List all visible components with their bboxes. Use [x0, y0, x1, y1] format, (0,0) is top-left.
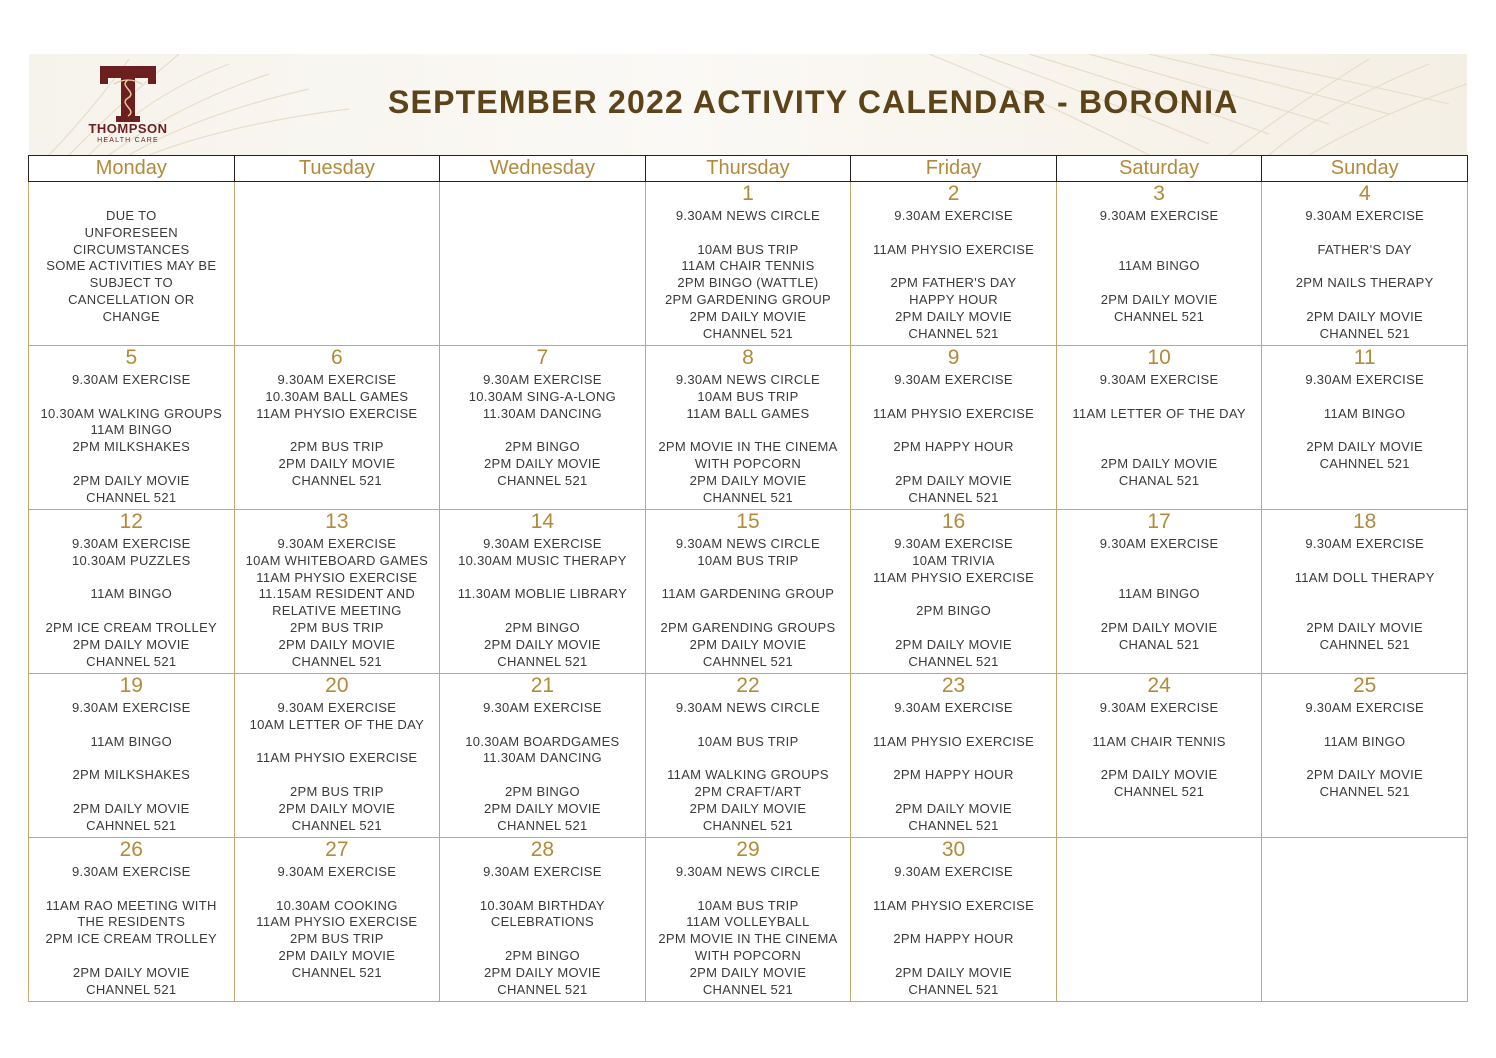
- page-title: SEPTEMBER 2022 ACTIVITY CALENDAR - BORONIA: [388, 84, 1239, 120]
- day-activities: 9.30AM EXERCISE 10.30AM MUSIC THERAPY 11.30AM MOBLIE LIBRARY 2PM BINGO 2PM DAILY MOVIE CHANNEL 521: [457, 536, 628, 669]
- day-number: 6: [331, 346, 343, 369]
- day-number: 7: [536, 346, 549, 369]
- day-cell: [29, 510, 235, 674]
- day-cell: [851, 674, 1057, 838]
- day-number: 3: [1153, 182, 1165, 205]
- weekday-sunday: Sunday: [1262, 156, 1468, 182]
- day-number: 26: [119, 838, 143, 861]
- day-number: 9: [947, 346, 960, 369]
- day-number: 30: [941, 838, 966, 861]
- week-row: [29, 674, 1468, 838]
- week-row: [29, 346, 1468, 510]
- day-activities: 9.30AM NEWS CIRCLE 10AM BUS TRIP 11AM BALL GAMES 2PM MOVIE IN THE CINEMA WITH POPCORN 2PM DAILY MOVIE CHANNEL 521: [658, 372, 838, 505]
- day-cell: [29, 182, 235, 346]
- day-number: 12: [119, 510, 143, 533]
- day-activities: 9.30AM NEWS CIRCLE 10AM BUS TRIP 11AM CHAIR TENNIS 2PM BINGO (WATTLE) 2PM GARDENING GROUP 2PM DAILY MOVIE CHANNEL 521: [664, 208, 831, 341]
- day-number: 17: [1147, 510, 1171, 533]
- weekday-friday: Friday: [851, 156, 1057, 182]
- day-cell: [645, 510, 851, 674]
- day-cell: [1262, 510, 1468, 674]
- thompson-logo: [78, 64, 178, 150]
- day-cell-empty: [234, 182, 440, 346]
- logo-t-icon: [78, 64, 178, 124]
- day-activities: 9.30AM EXERCISE 11AM PHYSIO EXERCISE 2PM HAPPY HOUR 2PM DAILY MOVIE CHANNEL 521: [872, 700, 1035, 833]
- day-number: 20: [325, 674, 349, 697]
- day-number: 24: [1147, 674, 1171, 697]
- day-activities: 9.30AM EXERCISE 11AM CHAIR TENNIS 2PM DAILY MOVIE CHANNEL 521: [1092, 700, 1226, 799]
- day-number: 2: [947, 182, 960, 205]
- activity-calendar: [28, 155, 1468, 1002]
- day-number: 10: [1147, 346, 1171, 369]
- day-activities: 9.30AM EXERCISE 11AM BINGO 2PM DAILY MOVIE CAHNNEL 521: [1305, 372, 1425, 471]
- day-activities: 9.30AM EXERCISE 10AM TRIVIA 11AM PHYSIO EXERCISE 2PM BINGO 2PM DAILY MOVIE CHANNEL 521: [872, 536, 1035, 669]
- day-activities: 9.30AM EXERCISE 11AM DOLL THERAPY 2PM DAILY MOVIE CAHNNEL 521: [1294, 536, 1435, 652]
- day-number: 8: [742, 346, 754, 369]
- week-row: [29, 510, 1468, 674]
- day-number: 25: [1353, 674, 1377, 697]
- day-cell: [1056, 510, 1262, 674]
- day-activities: 9.30AM EXERCISE 11AM BINGO 2PM DAILY MOVIE CHANNEL 521: [1099, 208, 1219, 324]
- day-cell: [851, 182, 1057, 346]
- logo-subtitle: HEALTH CARE: [97, 137, 159, 144]
- logo-text: [78, 122, 178, 145]
- day-cell-empty: [1056, 838, 1262, 1002]
- day-number: 4: [1358, 182, 1371, 205]
- day-number: 28: [530, 838, 555, 861]
- day-cell: [645, 674, 851, 838]
- day-number: 27: [325, 838, 349, 861]
- day-cell: [440, 674, 646, 838]
- day-cell: [29, 838, 235, 1002]
- day-cell: [1262, 346, 1468, 510]
- day-number: 23: [941, 674, 966, 697]
- day-activities: 9.30AM EXERCISE FATHER'S DAY 2PM NAILS THERAPY 2PM DAILY MOVIE CHANNEL 521: [1295, 208, 1434, 341]
- day-cell-empty: [1262, 838, 1468, 1002]
- day-cell: [1056, 346, 1262, 510]
- day-cell: [851, 346, 1057, 510]
- day-cell: [1056, 182, 1262, 346]
- day-number: 19: [119, 674, 143, 697]
- weekday-tuesday: Tuesday: [234, 156, 440, 182]
- day-activities: 9.30AM EXERCISE 11AM BINGO 2PM MILKSHAKES 2PM DAILY MOVIE CAHNNEL 521: [71, 700, 191, 833]
- day-activities: 9.30AM NEWS CIRCLE 10AM BUS TRIP 11AM VOLLEYBALL 2PM MOVIE IN THE CINEMA WITH POPCORN 2PM DAILY MOVIE CHANNEL 521: [658, 864, 838, 997]
- day-activities: 9.30AM EXERCISE 11AM PHYSIO EXERCISE 2PM HAPPY HOUR 2PM DAILY MOVIE CHANNEL 521: [872, 372, 1035, 505]
- day-activities: 9.30AM NEWS CIRCLE 10AM BUS TRIP 11AM WALKING GROUPS 2PM CRAFT/ART 2PM DAILY MOVIE CHANNEL 521: [667, 700, 829, 833]
- week-row: [29, 182, 1468, 346]
- day-cell-empty: [440, 182, 646, 346]
- day-number: 11: [1353, 346, 1376, 369]
- day-number: 18: [1353, 510, 1377, 533]
- day-number: 1: [742, 182, 754, 205]
- week-row: [29, 838, 1468, 1002]
- weekday-thursday: Thursday: [645, 156, 851, 182]
- day-number: 22: [736, 674, 760, 697]
- day-cell: [234, 346, 440, 510]
- day-cell: [1262, 674, 1468, 838]
- day-number: 21: [530, 674, 555, 697]
- day-cell: [1262, 182, 1468, 346]
- day-number: 13: [325, 510, 349, 533]
- day-activities: 9.30AM EXERCISE 11AM PHYSIO EXERCISE 2PM HAPPY HOUR 2PM DAILY MOVIE CHANNEL 521: [872, 864, 1035, 997]
- day-activities: 9.30AM EXERCISE 11AM LETTER OF THE DAY 2PM DAILY MOVIE CHANAL 521: [1072, 372, 1246, 488]
- day-activities: 9.30AM EXERCISE 10.30AM WALKING GROUPS 11AM BINGO 2PM MILKSHAKES 2PM DAILY MOVIE CHANNEL 521: [40, 372, 223, 505]
- day-activities: 9.30AM EXERCISE 10.30AM PUZZLES 11AM BINGO 2PM ICE CREAM TROLLEY 2PM DAILY MOVIE CHANNEL 521: [45, 536, 218, 669]
- weekday-wednesday: Wednesday: [440, 156, 646, 182]
- day-activities: 9.30AM EXERCISE 10.30AM BIRTHDAY CELEBRATIONS 2PM BINGO 2PM DAILY MOVIE CHANNEL 521: [479, 864, 605, 997]
- weekday-saturday: Saturday: [1056, 156, 1262, 182]
- weekday-monday: Monday: [29, 156, 235, 182]
- day-cell: [1056, 674, 1262, 838]
- day-cell: [645, 838, 851, 1002]
- day-activities: 9.30AM EXERCISE 11AM BINGO 2PM DAILY MOVIE CHANAL 521: [1099, 536, 1219, 652]
- day-number: 5: [125, 346, 138, 369]
- day-activities: 9.30AM NEWS CIRCLE 10AM BUS TRIP 11AM GARDENING GROUP 2PM GARENDING GROUPS 2PM DAILY MOVIE CAHNNEL 521: [660, 536, 836, 669]
- day-number: 16: [941, 510, 966, 533]
- day-cell: [440, 510, 646, 674]
- day-activities: 9.30AM EXERCISE 11AM RAO MEETING WITH THE RESIDENTS 2PM ICE CREAM TROLLEY 2PM DAILY MOVIE CHANNEL 521: [45, 864, 218, 997]
- logo-name: THOMPSON: [88, 121, 168, 136]
- weekday-header-row: [29, 156, 1468, 182]
- day-activities: 9.30AM EXERCISE 10.30AM COOKING 11AM PHYSIO EXERCISE 2PM BUS TRIP 2PM DAILY MOVIE CHANNEL 521: [256, 864, 418, 980]
- day-activities: 9.30AM EXERCISE 11AM BINGO 2PM DAILY MOVIE CHANNEL 521: [1305, 700, 1425, 799]
- day-cell: [440, 346, 646, 510]
- day-number: 15: [736, 510, 760, 533]
- day-cell: [234, 510, 440, 674]
- day-cell: [234, 838, 440, 1002]
- day-number: 29: [736, 838, 760, 861]
- day-activities: 9.30AM EXERCISE 10AM WHITEBOARD GAMES 11AM PHYSIO EXERCISE 11.15AM RESIDENT AND RELATIVE MEETING 2PM BUS TRIP 2PM DAILY MOVIE CHANNEL 521: [245, 536, 429, 669]
- day-cell: [851, 510, 1057, 674]
- day-cell: [851, 838, 1057, 1002]
- day-cell: [29, 346, 235, 510]
- day-cell: [440, 838, 646, 1002]
- day-cell: [645, 346, 851, 510]
- day-cell: [29, 674, 235, 838]
- day-cell: [645, 182, 851, 346]
- day-activities: 9.30AM EXERCISE 10.30AM BOARDGAMES 11.30AM DANCING 2PM BINGO 2PM DAILY MOVIE CHANNEL 521: [465, 700, 620, 833]
- day-cell: [234, 674, 440, 838]
- day-activities: 9.30AM EXERCISE 10.30AM BALL GAMES 11AM PHYSIO EXERCISE 2PM BUS TRIP 2PM DAILY MOVIE CHANNEL 521: [256, 372, 418, 488]
- day-activities: 9.30AM EXERCISE 11AM PHYSIO EXERCISE 2PM FATHER'S DAY HAPPY HOUR 2PM DAILY MOVIE CHANNEL 521: [872, 208, 1035, 341]
- day-activities: 9.30AM EXERCISE 10.30AM SING-A-LONG 11.30AM DANCING 2PM BINGO 2PM DAILY MOVIE CHANNEL 521: [468, 372, 617, 488]
- day-number: 14: [530, 510, 555, 533]
- day-activities: 9.30AM EXERCISE 10AM LETTER OF THE DAY 11AM PHYSIO EXERCISE 2PM BUS TRIP 2PM DAILY MOVIE CHANNEL 521: [249, 700, 425, 833]
- cancellation-notice: DUE TO UNFORESEEN CIRCUMSTANCES SOME ACTIVITIES MAY BE SUBJECT TO CANCELLATION OR CHANGE: [46, 208, 217, 324]
